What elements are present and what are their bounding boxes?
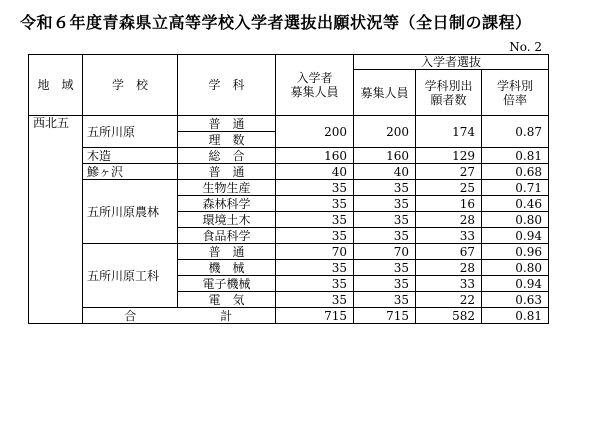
department-name: 環境土木 <box>178 212 276 228</box>
recruit-cell: 35 <box>354 260 416 276</box>
total-label-left: 合 <box>83 308 178 324</box>
total-applicants: 582 <box>416 308 482 324</box>
recruit-cell: 160 <box>354 148 416 164</box>
capacity-cell: 35 <box>276 292 354 308</box>
recruit-cell: 35 <box>354 292 416 308</box>
recruit-cell: 200 <box>354 116 416 148</box>
department-name: 理 数 <box>178 132 276 148</box>
school-name: 五所川原工科 <box>83 244 178 308</box>
header-department: 学 科 <box>178 55 276 116</box>
page-number: No. 2 <box>509 40 542 54</box>
ratio-cell: 0.80 <box>482 212 549 228</box>
header-capacity-line2: 募集人員 <box>290 85 339 99</box>
ratio-cell: 0.87 <box>482 116 549 148</box>
total-ratio: 0.81 <box>482 308 549 324</box>
header-region: 地 域 <box>29 55 83 116</box>
department-name: 普 通 <box>178 116 276 132</box>
applicants-cell: 33 <box>416 228 482 244</box>
header-ratio-line1: 学科別 <box>497 78 534 93</box>
department-name: 森林科学 <box>178 196 276 212</box>
applicants-cell: 27 <box>416 164 482 180</box>
header-applicants <box>416 70 482 116</box>
header-ratio-line2: 倍率 <box>503 92 528 107</box>
recruit-cell: 35 <box>354 212 416 228</box>
applicants-cell: 25 <box>416 180 482 196</box>
applicants-cell: 129 <box>416 148 482 164</box>
recruit-cell: 40 <box>354 164 416 180</box>
school-name: 木造 <box>83 148 178 164</box>
capacity-cell: 35 <box>276 276 354 292</box>
applicants-cell: 28 <box>416 212 482 228</box>
capacity-cell: 200 <box>276 116 354 148</box>
total-label-right: 計 <box>178 308 276 324</box>
department-name: 普 通 <box>178 244 276 260</box>
header-row-1 <box>29 55 549 70</box>
header-applicants-line2: 願者数 <box>430 92 467 107</box>
recruit-cell: 35 <box>354 228 416 244</box>
total-row <box>29 308 549 324</box>
department-name: 電 気 <box>178 292 276 308</box>
department-name: 普 通 <box>178 164 276 180</box>
region-cell: 西北五 <box>29 116 83 324</box>
applicants-cell: 33 <box>416 276 482 292</box>
department-name: 電子機械 <box>178 276 276 292</box>
capacity-cell: 40 <box>276 164 354 180</box>
applicants-cell: 28 <box>416 260 482 276</box>
department-name: 総 合 <box>178 148 276 164</box>
table-row <box>29 148 549 164</box>
header-capacity-line1: 入学者 <box>296 71 333 85</box>
capacity-cell: 35 <box>276 196 354 212</box>
ratio-cell: 0.71 <box>482 180 549 196</box>
department-name: 食品科学 <box>178 228 276 244</box>
page-title: 令和６年度青森県立高等学校入学者選抜出願状況等（全日制の課程） <box>20 13 532 32</box>
capacity-cell: 35 <box>276 212 354 228</box>
ratio-cell: 0.81 <box>482 148 549 164</box>
recruit-cell: 35 <box>354 276 416 292</box>
department-name: 機 械 <box>178 260 276 276</box>
capacity-cell: 35 <box>276 260 354 276</box>
ratio-cell: 0.63 <box>482 292 549 308</box>
header-recruit: 募集人員 <box>354 70 416 116</box>
capacity-cell: 35 <box>276 228 354 244</box>
ratio-cell: 0.68 <box>482 164 549 180</box>
applicants-cell: 22 <box>416 292 482 308</box>
table-row <box>29 116 549 132</box>
capacity-cell: 70 <box>276 244 354 260</box>
header-applicants-line1: 学科別出 <box>424 78 473 93</box>
ratio-cell: 0.80 <box>482 260 549 276</box>
capacity-cell: 160 <box>276 148 354 164</box>
table-row <box>29 180 549 196</box>
header-ratio <box>482 70 549 116</box>
table-row <box>29 164 549 180</box>
applicants-cell: 174 <box>416 116 482 148</box>
school-name: 五所川原 <box>83 116 178 148</box>
capacity-cell: 35 <box>276 180 354 196</box>
department-name: 生物生産 <box>178 180 276 196</box>
table-row <box>29 244 549 260</box>
header-selection-group: 入学者選抜 <box>354 55 549 70</box>
school-name: 五所川原農林 <box>83 180 178 244</box>
recruit-cell: 35 <box>354 196 416 212</box>
header-capacity <box>276 55 354 116</box>
application-status-table <box>28 54 549 324</box>
total-capacity: 715 <box>276 308 354 324</box>
ratio-cell: 0.46 <box>482 196 549 212</box>
recruit-cell: 70 <box>354 244 416 260</box>
header-school: 学 校 <box>83 55 178 116</box>
school-name: 鰺ヶ沢 <box>83 164 178 180</box>
ratio-cell: 0.94 <box>482 276 549 292</box>
ratio-cell: 0.96 <box>482 244 549 260</box>
ratio-cell: 0.94 <box>482 228 549 244</box>
applicants-cell: 16 <box>416 196 482 212</box>
total-recruit: 715 <box>354 308 416 324</box>
recruit-cell: 35 <box>354 180 416 196</box>
applicants-cell: 67 <box>416 244 482 260</box>
